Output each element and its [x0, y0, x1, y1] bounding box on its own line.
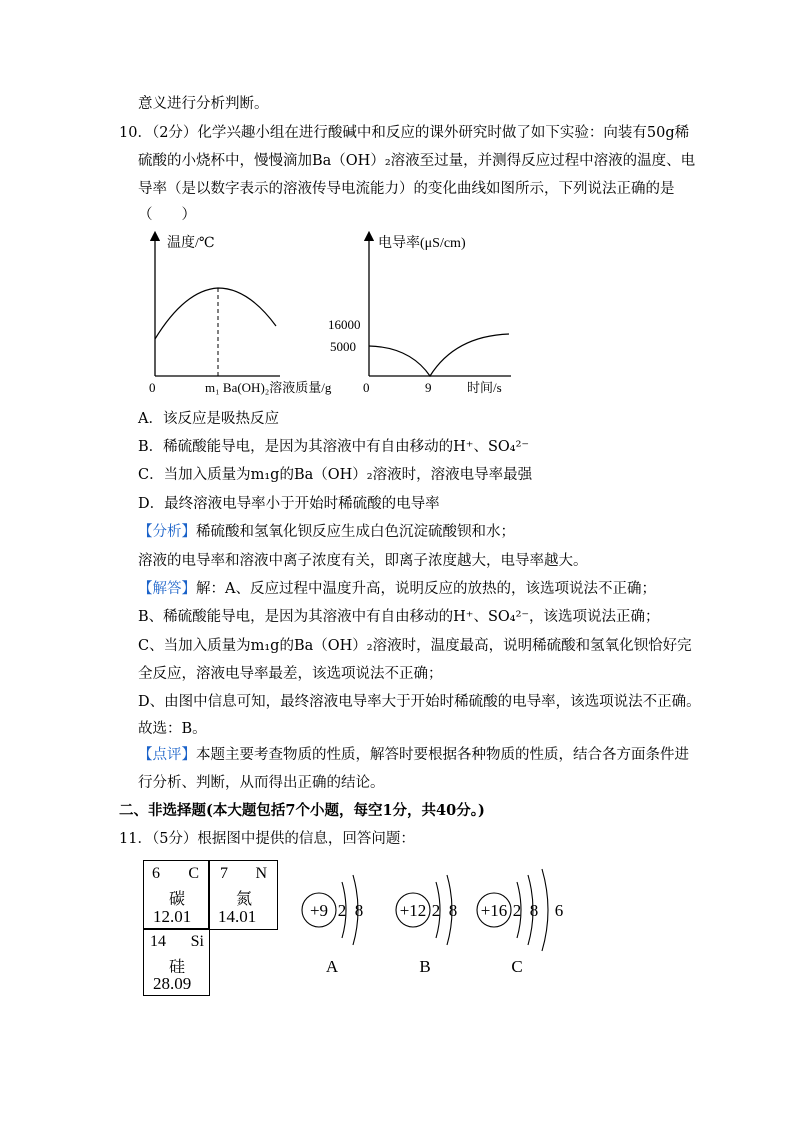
element-name: 硅: [169, 957, 186, 976]
conductivity-curve: [369, 334, 509, 376]
atom-b-label: B: [419, 957, 431, 976]
atomic-mass: 14.01: [218, 907, 257, 926]
element-symbol: Si: [190, 933, 204, 950]
temperature-graph: [140, 226, 355, 401]
comment-tag: 【点评】: [138, 747, 196, 763]
atom-c-shell-2: 8: [529, 901, 539, 920]
question-10-line: 硫酸的小烧杯中，慢慢滴加Ba（OH）₂溶液至过量，并测得反应过程中溶液的温度、电: [138, 153, 696, 169]
analysis-line: 溶液的电导率和溶液中离子浓度有关，即离子浓度越大，电导率越大。: [138, 553, 588, 569]
atom-a-shell-2: 8: [354, 901, 364, 920]
atom-c-shell-3: 6: [554, 901, 564, 920]
option-c: C．当加入质量为m₁g的Ba（OH）₂溶液时，溶液电导率最强: [138, 467, 533, 483]
y-axis-label: 电导率(μS/cm): [378, 236, 466, 251]
comment-line: [138, 745, 689, 765]
conductivity-graph: [325, 226, 525, 401]
answer-line: B、稀硫酸能导电，是因为其溶液中有自由移动的H⁺、SO₄²⁻，该选项说法正确；: [138, 609, 660, 625]
atomic-mass: 28.09: [153, 974, 192, 993]
atom-c-label: C: [511, 957, 523, 976]
answer-choice: 故选：B。: [138, 721, 207, 737]
element-cell-nitrogen: [208, 860, 278, 930]
option-a: A．该反应是吸热反应: [138, 411, 279, 427]
question-10-line: 10．（2分）化学兴趣小组在进行酸碱中和反应的课外研究时做了如下实验：向装有50g稀: [119, 125, 690, 141]
section-heading: 二、非选择题(本大题包括7个小题，每空1分，共40分。): [119, 802, 485, 819]
text-line: 意义进行分析判断。: [138, 96, 269, 112]
analysis-tag: 【分析】: [138, 524, 196, 540]
x-tick-9: 9: [425, 380, 432, 395]
element-cell-carbon: [143, 860, 210, 930]
origin-label: 0: [363, 380, 370, 395]
comment-text: 本题主要考查物质的性质，解答时要根据各种物质的性质，结合各方面条件进: [196, 747, 689, 763]
element-symbol: C: [188, 865, 199, 882]
temperature-curve: [155, 288, 276, 339]
atom-c-shell-1: 2: [512, 901, 522, 920]
option-d: D．最终溶液电导率小于开始时稀硫酸的电导率: [138, 496, 440, 512]
answer-tag: 【解答】: [138, 581, 196, 597]
analysis-line: [138, 522, 515, 542]
question-10-line: 导率（是以数字表示的溶液传导电流能力）的变化曲线如图所示，下列说法正确的是: [138, 181, 675, 197]
atomic-mass: 12.01: [153, 907, 192, 926]
y-tick-5000: 5000: [330, 339, 356, 354]
y-axis-label: 温度/℃: [167, 236, 215, 251]
atom-b-shell-2: 8: [448, 901, 458, 920]
option-b: B．稀硫酸能导电，是因为其溶液中有自由移动的H⁺、SO₄²⁻: [138, 439, 530, 455]
element-name: 氮: [236, 889, 253, 908]
origin-label: 0: [149, 380, 156, 395]
x-axis-label: m₁ Ba(OH)₂溶液质量/g: [205, 380, 332, 395]
atom-a-label: A: [325, 957, 339, 976]
element-cell-silicon: [143, 928, 210, 996]
answer-line: [138, 579, 656, 599]
atom-a-nucleus: +9: [309, 901, 329, 920]
answer-line: D、由图中信息可知，最终溶液电导率大于开始时稀硫酸的电导率，该选项说法不正确。: [138, 694, 701, 710]
answer-line: C、当加入质量为m₁g的Ba（OH）₂溶液时，温度最高，说明稀硫酸和氢氧化钡恰好完: [138, 638, 692, 654]
comment-line: 行分析、判断，从而得出正确的结论。: [138, 775, 385, 791]
answer-text: 解：A、反应过程中温度升高，说明反应的放热的，该选项说法不正确；: [196, 581, 656, 597]
atom-b-shell-1: 2: [431, 901, 441, 920]
x-axis-label: 时间/s: [467, 380, 502, 395]
atom-structure-diagrams: [290, 865, 580, 980]
atom-a-shell-1: 2: [337, 901, 347, 920]
question-11: 11．（5分）根据图中提供的信息，回答问题：: [119, 831, 415, 847]
question-10-line: （ ）: [138, 207, 196, 223]
analysis-text: 稀硫酸和氢氧化钡反应生成白色沉淀硫酸钡和水；: [196, 524, 515, 540]
element-name: 碳: [169, 889, 186, 908]
answer-line: 全反应，溶液电导率最差，该选项说法不正确；: [138, 666, 443, 682]
atomic-number: 6: [152, 865, 160, 882]
y-tick-16000: 16000: [328, 317, 361, 332]
atomic-number: 7: [220, 865, 228, 882]
atomic-number: 14: [150, 933, 166, 950]
atom-c-nucleus: +16: [480, 901, 508, 920]
element-symbol: N: [255, 865, 267, 882]
atom-b-nucleus: +12: [399, 901, 427, 920]
